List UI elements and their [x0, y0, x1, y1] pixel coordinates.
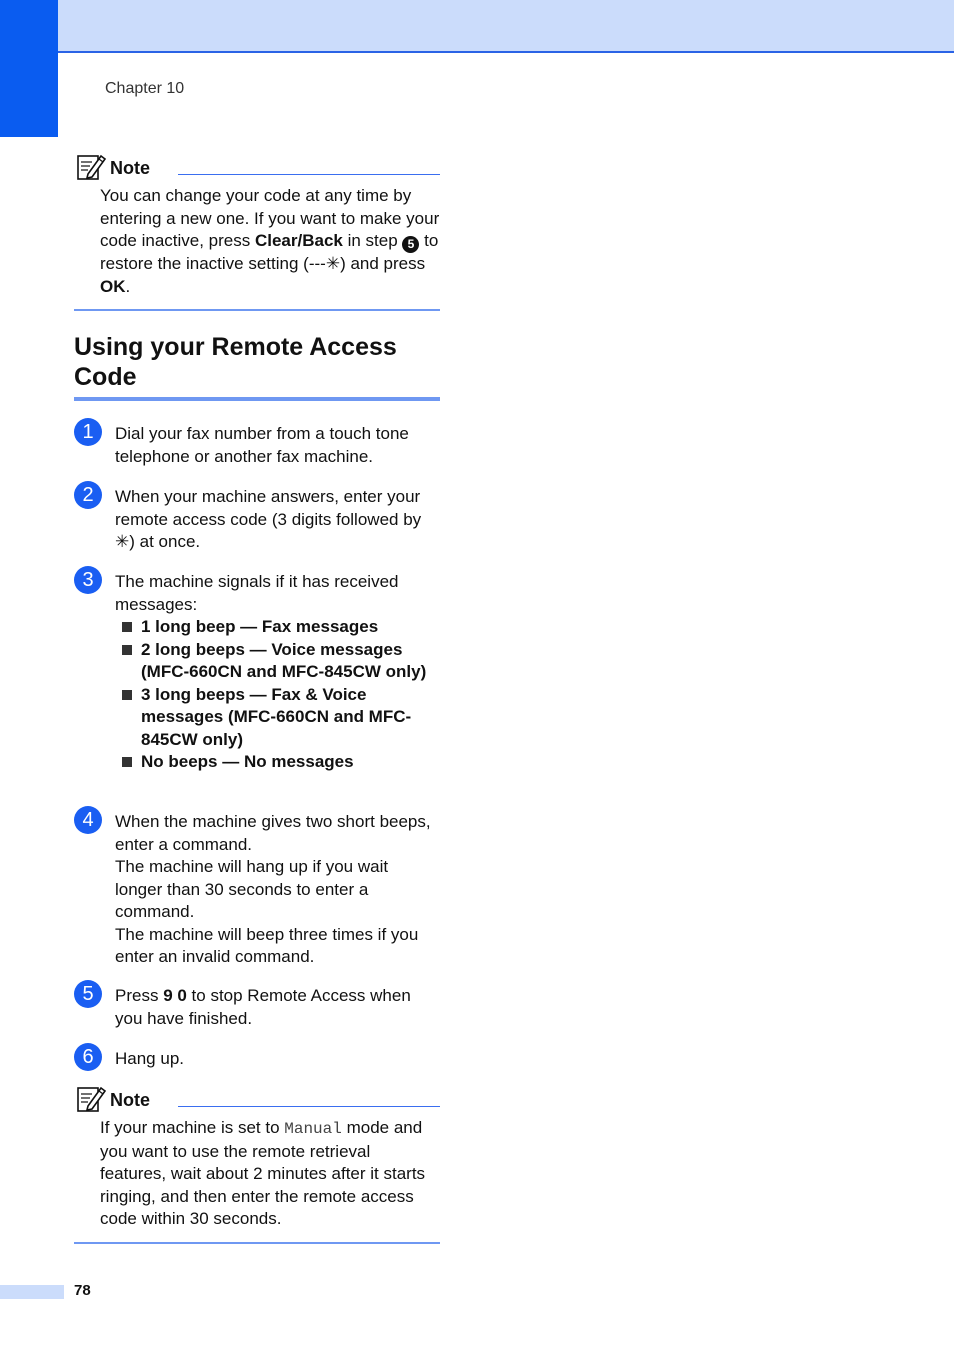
step-text — [74, 811, 440, 969]
step-text-part: Press — [115, 986, 164, 1005]
note-rule — [178, 1106, 440, 1107]
note-bottom-rule — [74, 1242, 440, 1244]
note-text: If your machine is set to — [100, 1118, 285, 1137]
note-header — [74, 1085, 440, 1115]
step-text-part: The machine will hang up if you wait longer than 30 seconds to enter a command. — [115, 857, 389, 921]
page-number: 78 — [74, 1282, 91, 1299]
step-text — [74, 486, 440, 554]
step-number-badge: 3 — [74, 566, 102, 594]
bullet-square-icon — [122, 622, 132, 632]
note-title: Note — [110, 158, 150, 178]
star-key-icon: ✳ — [325, 254, 341, 273]
note-body — [74, 185, 440, 298]
note-text: ) and press — [340, 254, 426, 273]
section-title: Using your Remote Access Code — [74, 333, 397, 391]
list-item — [122, 639, 440, 684]
step-1 — [74, 423, 440, 468]
note-box-1 — [74, 153, 440, 311]
bullet-square-icon — [122, 757, 132, 767]
step-text: Hang up. — [115, 1049, 184, 1068]
section-rule — [74, 397, 440, 401]
note-text: You can change your code at any time by entering a new one. If you want to make your code inactive, press — [100, 186, 440, 250]
step-2 — [74, 486, 440, 554]
list-item-text: 2 long beeps — Voice messages (MFC-660CN and MFC-845CW only) — [141, 639, 427, 681]
step-6 — [74, 1048, 440, 1071]
step-5 — [74, 985, 440, 1030]
step-text: Dial your fax number from a touch tone telephone or another fax machine. — [115, 424, 409, 466]
list-item-text: 1 long beep — Fax messages — [141, 617, 379, 636]
note-bottom-rule — [74, 309, 440, 311]
list-item-text: 3 long beeps — Fax & Voice messages (MFC-660CN and MFC-845CW only) — [141, 684, 412, 749]
beep-signal-list — [74, 616, 440, 774]
step-text — [74, 985, 440, 1030]
step-text-part: ) at once. — [129, 532, 201, 551]
step-text-part: When your machine answers, enter your remote access code (3 digits followed by — [115, 487, 422, 529]
step-number-badge: 5 — [74, 980, 102, 1008]
step-text-part: When the machine gives two short beeps, enter a command. — [115, 812, 431, 854]
key-sequence: 9 0 — [163, 986, 187, 1005]
chapter-label: Chapter 10 — [105, 80, 185, 97]
clear-back-key: Clear/Back — [254, 231, 343, 250]
list-item-text: No beeps — No messages — [141, 752, 354, 771]
step-number-badge: 1 — [74, 418, 102, 446]
chapter-side-tab — [0, 0, 58, 137]
note-text: to restore the inactive setting (--- — [100, 231, 439, 273]
note-text: . — [125, 276, 131, 296]
ok-key: OK — [100, 276, 126, 296]
step-number-badge: 2 — [74, 481, 102, 509]
step-text: The machine signals if it has received messages: — [115, 572, 399, 614]
header-bar — [0, 0, 954, 53]
manual-mode-label: Manual — [284, 1120, 342, 1138]
note-rule — [178, 174, 440, 175]
star-key-icon: ✳ — [115, 532, 130, 551]
list-item — [122, 751, 440, 774]
step-number-badge: 6 — [74, 1043, 102, 1071]
bullet-square-icon — [122, 690, 132, 700]
note-box-2 — [74, 1085, 440, 1244]
list-item — [122, 684, 440, 752]
note-header — [74, 153, 440, 183]
note-text: mode and you want to use the remote retrieval features, wait about 2 minutes after it starts ringing, and then enter the remote access code within 30 seconds. — [100, 1118, 426, 1228]
step-number-badge: 4 — [74, 806, 102, 834]
footer-bar — [0, 1285, 64, 1299]
step-text-part: The machine will beep three times if you enter an invalid command. — [115, 924, 419, 966]
step-reference-badge: 5 — [402, 236, 419, 253]
note-pencil-icon — [76, 1085, 106, 1113]
note-body — [74, 1117, 440, 1231]
step-4 — [74, 811, 440, 969]
note-title: Note — [110, 1090, 150, 1110]
step-3 — [74, 571, 440, 774]
list-item — [122, 616, 440, 639]
note-text: in step — [342, 231, 403, 250]
step-text-part: to stop Remote Access when you have finished. — [115, 986, 411, 1028]
note-pencil-icon — [76, 153, 106, 181]
bullet-square-icon — [122, 645, 132, 655]
